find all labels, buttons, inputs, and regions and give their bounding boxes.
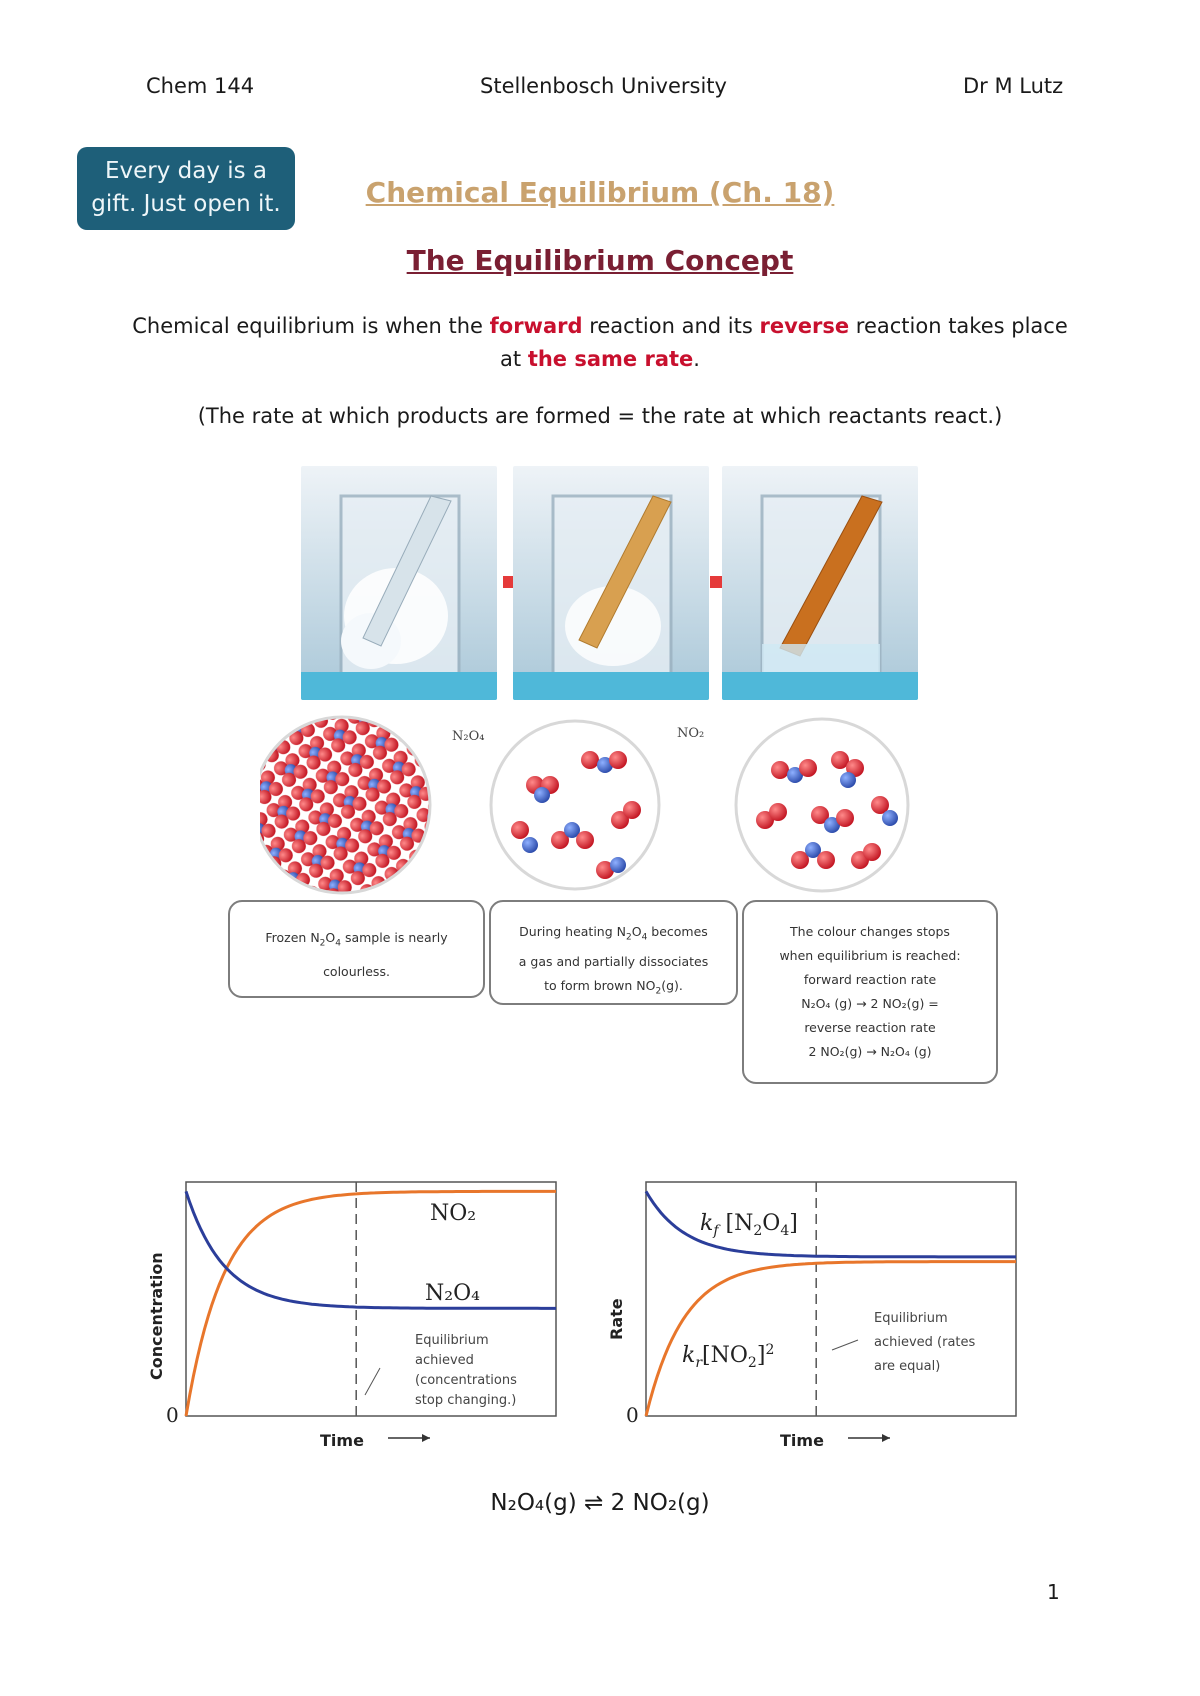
box3-line2: when equilibrium is reached: <box>779 948 961 963</box>
box3-line3: forward reaction rate <box>803 972 937 987</box>
chart1-no2-label: NO₂ <box>430 1201 477 1226</box>
box2-text-e: to form brown NO <box>544 977 656 993</box>
heating-caption-box: During heating $N_2O_4$ becomes a gas and partially dissociates to form brown $NO_2(g)$. <box>489 900 738 1005</box>
chart1-ylabel: Concentration <box>147 1252 166 1380</box>
chart2-origin: 0 <box>626 1403 639 1427</box>
chart1-annotation-3: (concentrations <box>415 1373 517 1388</box>
chart1-annotation-4: stop changing.) <box>415 1393 517 1408</box>
equilibrium-caption-box <box>742 900 998 1084</box>
box2-text-d: a gas and partially dissociates <box>518 953 709 969</box>
def-text-2: reaction and its <box>582 314 760 338</box>
def-text-3: reaction takes place at <box>500 314 1068 371</box>
page-title: Chemical Equilibrium (Ch. 18) <box>365 176 835 209</box>
def-text-1: Chemical equilibrium is when the <box>132 314 490 338</box>
box3-line5: reverse reaction rate <box>804 1020 936 1035</box>
heating-sample-photo <box>513 466 709 700</box>
chart2-xlabel: Time <box>780 1431 824 1450</box>
chart2-time-arrow-head <box>882 1434 890 1442</box>
box2-text-a: During heating N <box>519 924 626 939</box>
section-title: The Equilibrium Concept <box>406 244 794 277</box>
box2-text-c: becomes <box>647 924 708 939</box>
quote-line2: gift. Just open it. <box>91 191 281 217</box>
n2o4-label: N₂O₄ <box>452 729 485 744</box>
def-reverse: reverse <box>759 314 850 338</box>
box1-text-c: sample is nearly <box>340 930 448 945</box>
course-header: Chem 144 <box>146 74 255 98</box>
equilibrium-sample-photo <box>722 466 918 700</box>
chart1-annotation-2: achieved <box>415 1353 474 1368</box>
def-same-rate: the same rate <box>527 347 694 371</box>
no2-label: NO₂ <box>677 726 705 741</box>
chart2-annotation-3: are equal) <box>874 1359 941 1374</box>
author-header: Dr M Lutz <box>963 74 1064 98</box>
box1-text-b: O <box>325 930 336 945</box>
molecular-views <box>260 700 1020 910</box>
chart1-time-arrow-head <box>422 1434 430 1442</box>
university-header: Stellenbosch University <box>480 74 727 98</box>
box1-text-a: Frozen N <box>265 930 320 945</box>
quote-line1: Every day is a <box>104 158 268 184</box>
frozen-sample-photo <box>301 466 497 700</box>
def-text-4: . <box>693 347 700 371</box>
chart1-xlabel: Time <box>320 1431 364 1450</box>
rate-chart <box>600 1180 1030 1460</box>
box2-text-b: O <box>631 924 642 939</box>
chart2-annotation-2: achieved (rates <box>874 1335 976 1350</box>
frozen-caption-box: Frozen $N_2O_4$ sample is nearly colourless. <box>228 900 485 998</box>
chart2-ylabel: Rate <box>607 1298 626 1340</box>
def-forward: forward <box>489 314 583 338</box>
box1-text-d: colourless. <box>323 963 390 979</box>
chart2-forward-label: $k_f$ $[N_2O_4]$ <box>700 1211 798 1239</box>
page-number: 1 <box>1047 1580 1060 1604</box>
box3-line1: The colour changes stops <box>790 924 950 939</box>
reaction-equation: N₂O₄(g) ⇌ 2 NO₂(g) <box>490 1490 710 1516</box>
chart1-annotation-1: Equilibrium <box>415 1333 489 1348</box>
box3-line6: 2 NO₂(g) → N₂O₄ (g) <box>808 1044 932 1059</box>
box2-text-f: (g). <box>661 977 683 993</box>
chart2-reverse-label: $k_r[NO_2]^2$ <box>682 1342 775 1371</box>
definition-paragraph <box>130 310 1070 376</box>
chart1-n2o4-label: N₂O₄ <box>425 1281 480 1306</box>
box3-line4: N₂O₄ (g) → 2 NO₂(g) = <box>801 996 939 1011</box>
chart1-origin: 0 <box>166 1403 179 1427</box>
chart2-annotation-1: Equilibrium <box>874 1311 948 1326</box>
concentration-chart <box>140 1180 570 1460</box>
rate-note: (The rate at which products are formed = the rate at which reactants react.) <box>197 404 1003 428</box>
